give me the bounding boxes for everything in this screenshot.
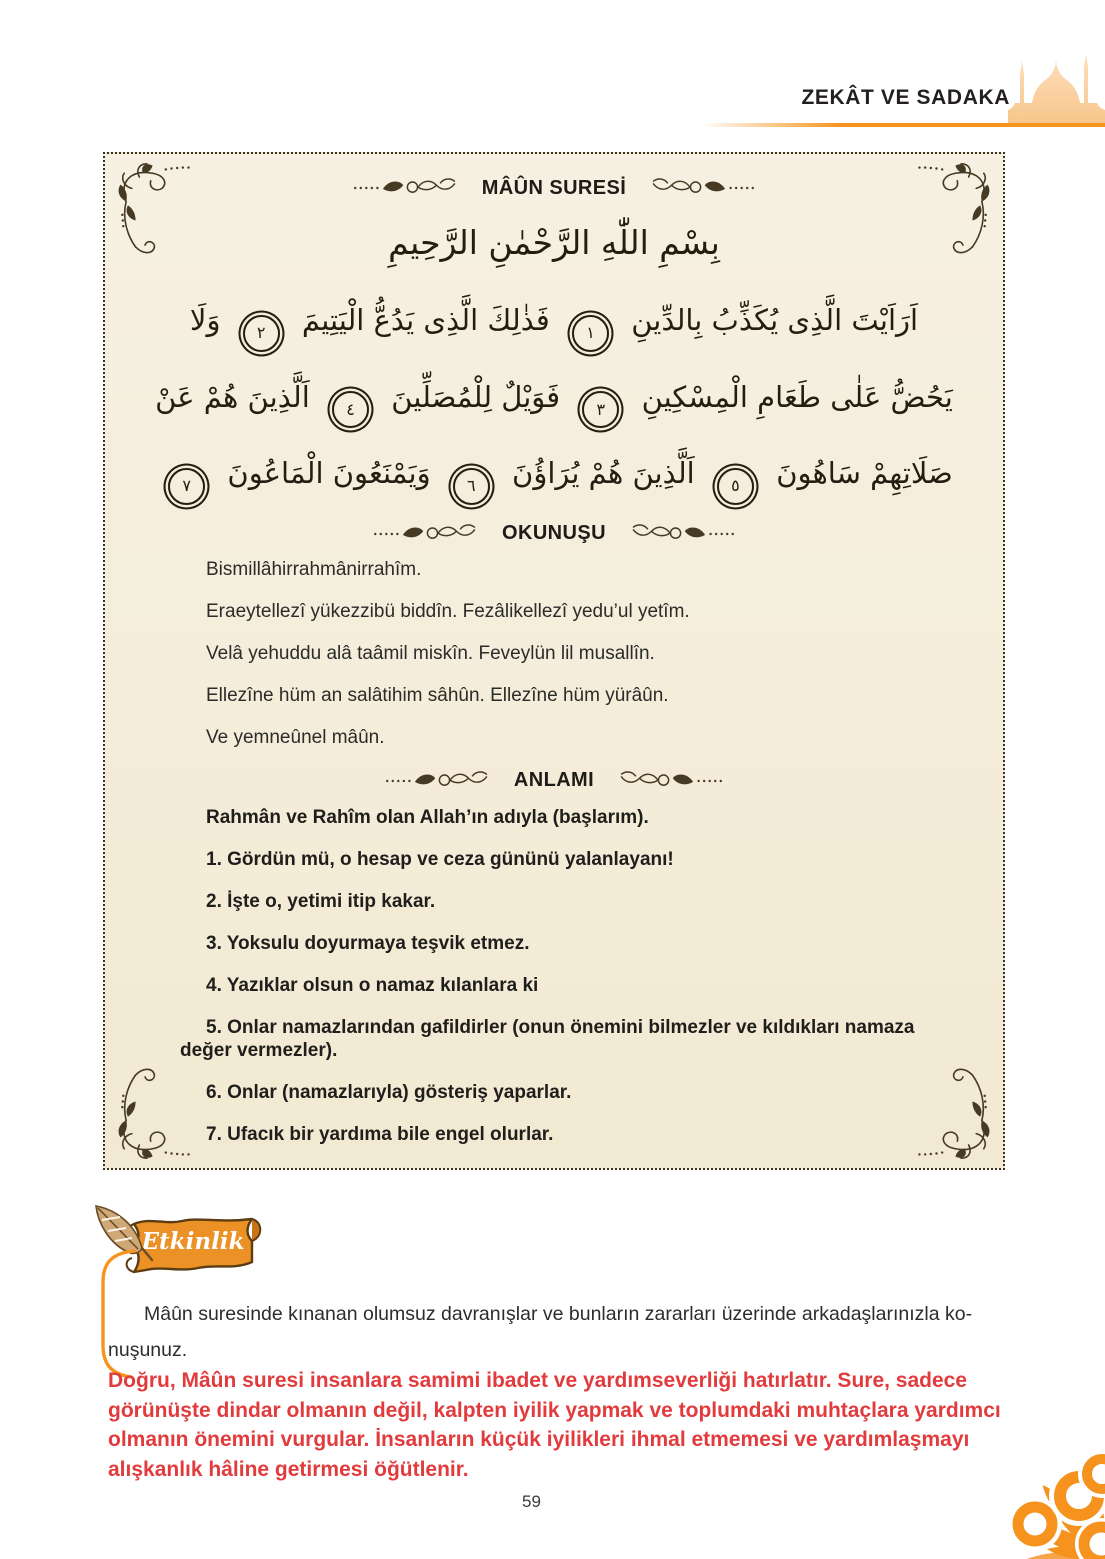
corner-flourish-icon — [893, 1058, 997, 1162]
mosque-icon — [1008, 52, 1105, 123]
verse-text: وَلَا — [189, 303, 221, 337]
verse-text: فَذٰلِكَ الَّذِى يَدُعُّ الْيَتِيمَ — [301, 303, 550, 337]
flower-logo — [975, 1424, 1105, 1559]
verse-line — [105, 292, 1003, 352]
verse-text: اَرَاَيْتَ الَّذِى يُكَذِّبُ بِالدِّينِ — [631, 303, 919, 337]
okunusu-line: Bismillâhirrahmânirrahîm. — [206, 558, 422, 580]
divider-flourish-icon — [626, 522, 738, 546]
arabic-verses — [105, 292, 1003, 505]
verse-text: صَلَاتِهِمْ سَاهُونَ — [776, 456, 953, 490]
ayah-number-badge: ١ — [572, 315, 609, 352]
anlami-line: 1. Gördün mü, o hesap ve ceza gününü yalanlayanı! — [206, 848, 674, 870]
ayah-number-badge: ٥ — [717, 468, 754, 505]
okunusu-title-row — [105, 522, 1003, 546]
anlami-section — [105, 806, 1003, 1146]
okunusu-line: Ellezîne hüm an salâtihim sâhûn. Ellezîne hüm yürâûn. — [206, 684, 669, 706]
anlami-title: ANLAMI — [513, 769, 595, 791]
verse-line — [105, 445, 1003, 505]
divider-flourish-icon — [382, 769, 494, 793]
divider-flourish-icon — [646, 176, 758, 200]
corner-flourish-icon — [893, 160, 997, 264]
basmala-text: بِسْمِ اللّٰهِ الرَّحْمٰنِ الرَّحِيمِ — [388, 223, 720, 262]
anlami-line: 5. Onlar namazlarından gafildirler (onun önemini bilmezler ve kıldıkları namaza değer vermezler). — [180, 1016, 915, 1061]
activity-prompt-line: Mâûn suresinde kınanan olumsuz davranışlar ve bunların zararları üzerinde arkadaşlarınızla ko- — [144, 1303, 973, 1325]
etkinlik-label: Etkinlik — [141, 1228, 245, 1255]
ayah-number-badge: ٣ — [582, 391, 619, 428]
ayah-number-badge: ٧ — [168, 468, 205, 505]
anlami-line: 6. Onlar (namazlarıyla) gösteriş yaparlar. — [206, 1081, 572, 1103]
okunusu-line: Velâ yehuddu alâ taâmil miskîn. Feveylün lil musallîn. — [206, 642, 655, 664]
activity-prompt — [108, 1296, 1033, 1368]
okunusu-section — [105, 559, 1003, 749]
activity-prompt-line: nuşunuz. — [108, 1339, 188, 1361]
anlami-line: Rahmân ve Rahîm olan Allah’ın adıyla (başlarım). — [206, 806, 649, 828]
chapter-title: ZEKÂT VE SADAKA — [801, 86, 1010, 109]
header-divider — [700, 123, 1105, 127]
verse-text: يَحُضُّ عَلٰى طَعَامِ الْمِسْكِينِ — [641, 379, 953, 414]
anlami-title-row — [105, 769, 1003, 793]
verse-text: فَوَيْلٌ لِلْمُصَلِّينَ — [391, 379, 561, 414]
surah-title: MÂÛN SURESİ — [481, 176, 627, 199]
corner-flourish-icon — [111, 160, 215, 264]
verse-text: اَلَّذِينَ هُمْ عَنْ — [155, 379, 310, 414]
surah-title-row — [105, 154, 1003, 200]
okunusu-line: Eraeytellezî yükezzibü biddîn. Fezâlikellezî yedu’ul yetîm. — [206, 600, 690, 622]
anlami-line: 7. Ufacık bir yardıma bile engel olurlar. — [206, 1123, 554, 1145]
divider-flourish-icon — [614, 769, 726, 793]
activity-answer: Doğru, Mâûn suresi insanlara samimi ibadet ve yardımseverliği hatırlatır. Sure, sadece görünüşte dindar olmanın değil, kalpten iyilik yapmak ve toplumdaki muhtaçlara yardımcı olmanın önemini vurgular. İnsanların küçük iyilikleri ihmal etmemesi ve yardımlaşmayı alışkanlık hâline getirmesi öğütlenir. — [108, 1369, 1001, 1481]
ayah-number-badge: ٦ — [453, 468, 490, 505]
anlami-line: 3. Yoksulu doyurmaya teşvik etmez. — [206, 932, 530, 954]
okunusu-line: Ve yemneûnel mâûn. — [206, 726, 385, 748]
divider-flourish-icon — [350, 176, 462, 200]
verse-line — [105, 369, 1003, 429]
ayah-number-badge: ٤ — [332, 391, 369, 428]
divider-flourish-icon — [370, 522, 482, 546]
okunusu-title: OKUNUŞU — [502, 522, 606, 544]
corner-flourish-icon — [111, 1058, 215, 1162]
verse-text: وَيَمْنَعُونَ الْمَاعُونَ — [227, 456, 431, 490]
page-number: 59 — [522, 1492, 541, 1511]
verse-text: اَلَّذِينَ هُمْ يُرَاؤُنَ — [512, 456, 695, 490]
ayah-number-badge: ٢ — [243, 315, 280, 352]
surah-panel — [103, 152, 1005, 1170]
anlami-line: 4. Yazıklar olsun o namaz kılanlara ki — [206, 974, 539, 996]
anlami-line: 2. İşte o, yetimi itip kakar. — [206, 890, 436, 912]
